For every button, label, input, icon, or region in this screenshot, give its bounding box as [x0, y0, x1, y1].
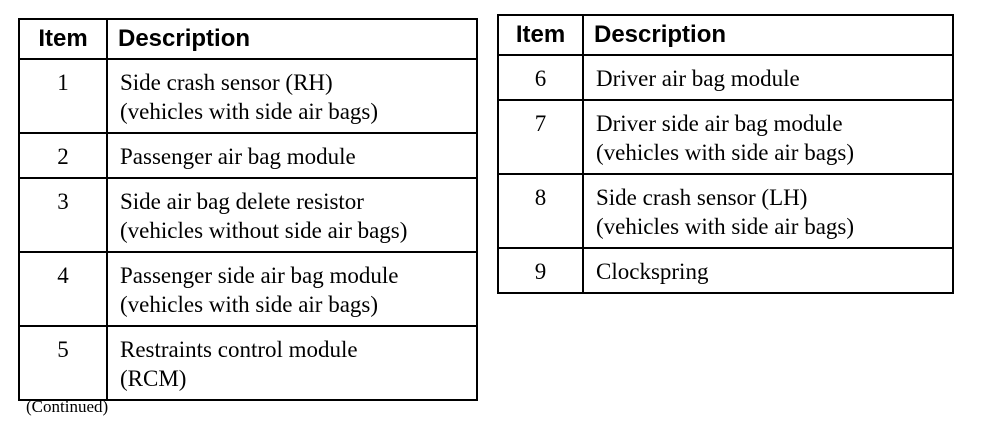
item-number: 1: [19, 59, 107, 133]
legend-table-left: [18, 18, 478, 401]
description-line: Side crash sensor (LH): [596, 185, 808, 210]
item-number: 5: [19, 326, 107, 400]
column-header-description: Description: [107, 19, 477, 59]
continued-note: (Continued): [26, 397, 109, 416]
item-description: [107, 133, 477, 178]
description-line: Passenger air bag module: [120, 144, 356, 169]
description-line: (vehicles with side air bags): [120, 99, 379, 124]
item-number: 7: [498, 100, 583, 174]
item-description: [107, 178, 477, 252]
column-header-item: Item: [19, 19, 107, 59]
table-row: [19, 133, 477, 178]
header-row: [498, 15, 953, 55]
item-number: 3: [19, 178, 107, 252]
table-row: [498, 55, 953, 100]
table-row: [19, 178, 477, 252]
description-line: Restraints control module: [120, 337, 358, 362]
item-description: [583, 55, 953, 100]
description-line: (vehicles with side air bags): [596, 140, 855, 165]
description-line: Driver air bag module: [596, 66, 800, 91]
item-number: 8: [498, 174, 583, 248]
legend-table-right: [497, 14, 954, 294]
description-line: Passenger side air bag module: [120, 263, 399, 288]
item-number: 4: [19, 252, 107, 326]
description-line: Clockspring: [596, 259, 709, 284]
description-line: (vehicles with side air bags): [120, 292, 379, 317]
table-row: [19, 59, 477, 133]
item-description: [583, 248, 953, 293]
description-line: Side crash sensor (RH): [120, 70, 333, 95]
item-number: 9: [498, 248, 583, 293]
item-description: [107, 252, 477, 326]
description-line: (vehicles with side air bags): [596, 214, 855, 239]
table-row: [498, 174, 953, 248]
table-row: [19, 252, 477, 326]
table-row: [498, 100, 953, 174]
table-row: [19, 326, 477, 400]
item-description: [107, 326, 477, 400]
description-line: (RCM): [120, 366, 187, 391]
item-number: 2: [19, 133, 107, 178]
item-description: [107, 59, 477, 133]
description-line: Side air bag delete resistor: [120, 189, 364, 214]
item-description: [583, 100, 953, 174]
description-line: Driver side air bag module: [596, 111, 843, 136]
column-header-item: Item: [498, 15, 583, 55]
item-number: 6: [498, 55, 583, 100]
column-header-description: Description: [583, 15, 953, 55]
table-row: [498, 248, 953, 293]
header-row: [19, 19, 477, 59]
description-line: (vehicles without side air bags): [120, 218, 408, 243]
item-description: [583, 174, 953, 248]
